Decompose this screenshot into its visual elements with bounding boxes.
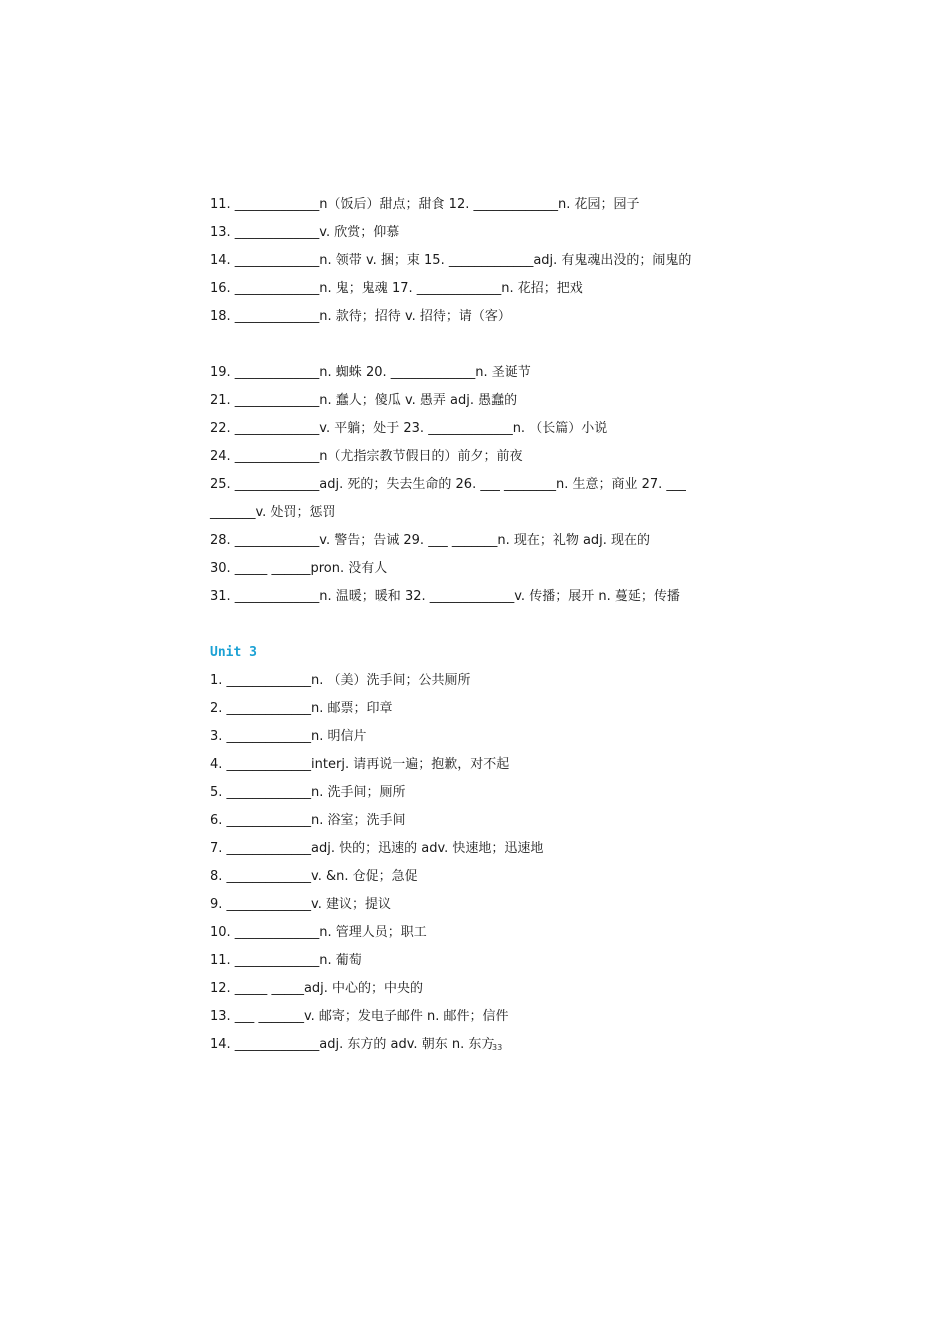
vocab-line-31: 31. _____________n. 温暖；暖和 32. _____________v. 传播；展开 n. 蔓延；传播 — [210, 589, 680, 604]
unit3-line-1: 1. _____________n. （美）洗手间；公共厕所 — [210, 673, 471, 688]
unit3-line-10: 10. _____________n. 管理人员；职工 — [210, 925, 427, 940]
unit3-line-9: 9. _____________v. 建议；提议 — [210, 897, 391, 912]
unit3-line-12: 12. _____ _____adj. 中心的；中央的 — [210, 981, 424, 996]
vocabulary-list — [210, 194, 750, 1062]
section-gap — [210, 614, 750, 642]
vocab-line-30: 30. _____ ______pron. 没有人 — [210, 561, 388, 576]
vocab-line-16: 16. _____________n. 鬼；鬼魂 17. _____________n. 花招；把戏 — [210, 281, 583, 296]
vocab-line-24: 24. _____________n（尤指宗教节假日的）前夕；前夜 — [210, 449, 523, 464]
unit3-line-3: 3. _____________n. 明信片 — [210, 729, 367, 744]
unit3-line-13: 13. ___ _______v. 邮寄；发电子邮件 n. 邮件；信件 — [210, 1009, 509, 1024]
vocab-line-22: 22. _____________v. 平躺；处于 23. _____________n. （长篇）小说 — [210, 421, 608, 436]
vocab-line-18: 18. _____________n. 款待；招待 v. 招待；请（客） — [210, 309, 511, 324]
vocab-line-13: 13. _____________v. 欣赏；仰慕 — [210, 225, 400, 240]
vocab-line-11: 11. _____________n（饭后）甜点；甜食 12. _____________n. 花园；园子 — [210, 197, 640, 212]
section-gap — [210, 334, 750, 362]
vocab-line-19: 19. _____________n. 蜘蛛 20. _____________n. 圣诞节 — [210, 365, 531, 380]
vocab-line-28: 28. _____________v. 警告；告诫 29. ___ _______n. 现在；礼物 adj. 现在的 — [210, 533, 651, 548]
page-number: 33 — [492, 1043, 503, 1052]
unit3-line-14: 14. _____________adj. 东方的 adv. 朝东 n. 东方 — [210, 1037, 495, 1052]
vocab-line-14: 14. _____________n. 领带 v. 捆；束 15. _____________adj. 有鬼魂出没的；闹鬼的 — [210, 253, 692, 268]
unit3-line-2: 2. _____________n. 邮票；印章 — [210, 701, 393, 716]
vocab-line-21: 21. _____________n. 蠢人；傻瓜 v. 愚弄 adj. 愚蠢的 — [210, 393, 518, 408]
unit3-line-11: 11. _____________n. 葡萄 — [210, 953, 362, 968]
unit3-line-8: 8. _____________v. &n. 仓促；急促 — [210, 869, 418, 884]
unit3-line-6: 6. _____________n. 浴室；洗手间 — [210, 813, 406, 828]
unit-heading: Unit 3 — [210, 645, 257, 660]
vocab-line-25: 25. _____________adj. 死的；失去生命的 26. ___ ________n. 生意；商业 27. ___ — [210, 477, 686, 492]
unit3-line-4: 4. _____________interj. 请再说一遍；抱歉，对不起 — [210, 757, 510, 772]
unit3-line-7: 7. _____________adj. 快的；迅速的 adv. 快速地；迅速地 — [210, 841, 544, 856]
vocab-line-27-cont: _______v. 处罚；惩罚 — [210, 505, 336, 520]
unit3-line-5: 5. _____________n. 洗手间；厕所 — [210, 785, 406, 800]
